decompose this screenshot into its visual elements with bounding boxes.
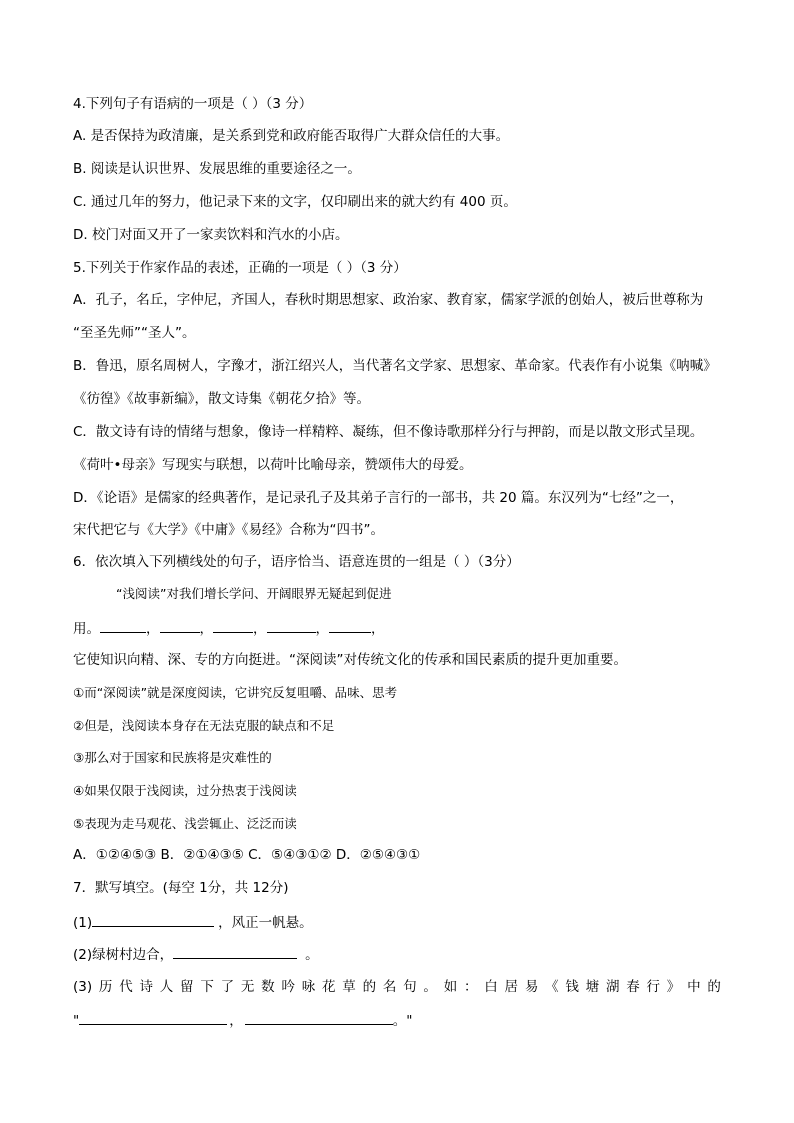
q5-option-d-line2: 宋代把它与《大学》《中庸》《易经》合称为“四书”。 bbox=[73, 522, 384, 538]
q6-blank-5[interactable] bbox=[329, 618, 371, 633]
q7-s3-char: 无 bbox=[240, 979, 255, 995]
q7-blank-1[interactable] bbox=[92, 912, 214, 927]
q6-intro: “浅阅读”对我们增长学问、开阔眼界无疑起到促进 bbox=[116, 586, 392, 601]
q7-s3-open-quote: " bbox=[73, 1013, 80, 1029]
q4-option-a: A. 是否保持为政清廉，是关系到党和政府能否取得广大群众信任的大事。 bbox=[73, 128, 510, 144]
q7-s3-char: 行 bbox=[646, 979, 660, 995]
q5-option-d-line1: D．《论语》是儒家的经典著作，是记录孔子及其弟子言行的一部书，共 20 篇。东汉列为“七经”之一， bbox=[73, 490, 684, 506]
q6-stem: 6．依次填入下列横线处的句子，语序恰当、语意连贯的一组是（ ）（3分） bbox=[73, 554, 520, 570]
q6-item-5: ⑤表现为走马观花、浅尝辄止、泛泛而读 bbox=[73, 816, 297, 831]
q7-s3-char: 如 bbox=[443, 979, 458, 995]
q6-blank-3[interactable] bbox=[213, 618, 253, 633]
q7-sentence-3-line2 bbox=[73, 1010, 412, 1031]
q7-s3-char: 历 bbox=[98, 979, 113, 995]
q5-option-c-line2: 《荷叶•母亲》写现实与联想，以荷叶比喻母亲，赞颂伟大的母爱。 bbox=[73, 457, 473, 473]
q7-s1-suffix: ，风正一帆悬。 bbox=[218, 915, 313, 931]
q6-item-1: ①而“深阅读”就是深度阅读，它讲究反复咀嚼、品味、思考 bbox=[73, 685, 398, 700]
q7-s3-char: 代 bbox=[119, 979, 133, 995]
q6-item-3: ③那么对于国家和民族将是灾难性的 bbox=[73, 750, 272, 765]
q7-s3-char: 居 bbox=[504, 979, 519, 995]
q7-s3-comma: ， bbox=[229, 1013, 243, 1029]
q7-s3-char: 白 bbox=[484, 979, 498, 995]
q7-blank-2[interactable] bbox=[173, 944, 297, 959]
q7-s3-char: 吟 bbox=[281, 979, 295, 995]
q7-s3-char: 钱 bbox=[565, 979, 579, 995]
q7-s3-char: 下 bbox=[200, 979, 214, 995]
q7-s2-prefix: (2)绿树村边合， bbox=[73, 947, 174, 963]
q7-s3-char: 塘 bbox=[585, 979, 600, 995]
q5-option-c-line1: C．散文诗有诗的情绪与想象，像诗一样精粹、凝练，但不像诗歌那样分行与押韵，而是以散文形式呈现。 bbox=[73, 424, 704, 440]
q6-comma: ， bbox=[315, 621, 329, 637]
q7-stem: 7．默写填空。(每空 1分，共 12分) bbox=[73, 880, 289, 896]
q7-s3-char: ： bbox=[463, 979, 478, 995]
q6-use-text: 用。 bbox=[73, 621, 100, 637]
q7-s3-char: 的 bbox=[707, 979, 721, 995]
q7-s3-char: 咏 bbox=[301, 979, 316, 995]
q6-after-text: 它使知识向精、深、专的方向挺进。“深阅读”对传统文化的传承和国民素质的提升更加重要。 bbox=[73, 652, 627, 668]
q6-comma: ， bbox=[146, 621, 160, 637]
q7-sentence-1 bbox=[73, 912, 313, 933]
q7-s3-char: 《 bbox=[545, 979, 559, 995]
q7-s3-char: 中 bbox=[687, 979, 701, 995]
q7-s3-char: 留 bbox=[180, 979, 194, 995]
q6-item-4: ④如果仅限于浅阅读，过分热衷于浅阅读 bbox=[73, 783, 297, 798]
q4-option-d: D. 校门对面又开了一家卖饮料和汽水的小店。 bbox=[73, 227, 349, 243]
q7-sentence-3-line1 bbox=[73, 977, 721, 997]
q7-s3-char: 。 bbox=[423, 979, 437, 995]
q4-option-b: B. 阅读是认识世界、发展思维的重要途径之一。 bbox=[73, 161, 361, 177]
q7-s3-char: (3) bbox=[73, 979, 93, 995]
q7-s3-char: 句 bbox=[403, 979, 417, 995]
q7-s3-char: 春 bbox=[626, 979, 640, 995]
q6-comma: ， bbox=[253, 621, 267, 637]
q7-s3-char: 湖 bbox=[605, 979, 620, 995]
q5-option-b-line1: B．鲁迅，原名周树人，字豫才，浙江绍兴人，当代著名文学家、思想家、革命家。代表作有小说集《呐喊》 bbox=[73, 358, 717, 374]
q7-blank-3[interactable] bbox=[79, 1010, 227, 1025]
q7-s3-close: 。" bbox=[392, 1013, 413, 1029]
q7-s3-char: 了 bbox=[220, 979, 235, 995]
q7-blank-4[interactable] bbox=[245, 1010, 393, 1025]
q7-sentence-2 bbox=[73, 944, 319, 965]
q6-end-comma: ， bbox=[371, 621, 385, 637]
q5-stem: 5.下列关于作家作品的表述，正确的一项是（ ）（3 分） bbox=[73, 260, 407, 276]
q5-option-b-line2: 《彷徨》《故事新编》，散文诗集《朝花夕拾》等。 bbox=[73, 391, 370, 407]
q7-s2-suffix: 。 bbox=[305, 947, 319, 963]
q7-s3-char: 人 bbox=[159, 979, 174, 995]
q6-blank-2[interactable] bbox=[160, 618, 200, 633]
q7-s3-char: 名 bbox=[382, 979, 397, 995]
q6-blank-line bbox=[73, 618, 385, 639]
q7-s3-char: 数 bbox=[261, 979, 275, 995]
q7-s1-prefix: (1) bbox=[73, 915, 93, 931]
q7-s3-char: 花 bbox=[322, 979, 336, 995]
q7-s3-char: 诗 bbox=[139, 979, 153, 995]
q4-option-c: C. 通过几年的努力，他记录下来的文字，仅印刷出来的就大约有 400 页。 bbox=[73, 194, 517, 210]
q7-s3-char: 》 bbox=[666, 979, 681, 995]
q6-comma: ， bbox=[199, 621, 213, 637]
q6-blank-1[interactable] bbox=[100, 618, 146, 633]
q7-s3-char: 的 bbox=[362, 979, 377, 995]
q4-stem: 4.下列句子有语病的一项是（ ）（3 分） bbox=[73, 96, 313, 112]
q5-option-a-line1: A．孔子，名丘，字仲尼，齐国人，春秋时期思想家、政治家、教育家，儒家学派的创始人，被后世尊称为 bbox=[73, 292, 704, 308]
q7-s3-char: 易 bbox=[524, 979, 539, 995]
q5-option-a-line2: “至圣先师”“圣人”。 bbox=[73, 325, 196, 341]
q6-options: A．①②④⑤③ B．②①④③⑤ C．⑤④③①② D．②⑤④③① bbox=[73, 847, 421, 863]
q6-item-2: ②但是，浅阅读本身存在无法克服的缺点和不足 bbox=[73, 718, 335, 733]
q6-blank-4[interactable] bbox=[267, 618, 316, 633]
q7-s3-char: 草 bbox=[342, 979, 356, 995]
